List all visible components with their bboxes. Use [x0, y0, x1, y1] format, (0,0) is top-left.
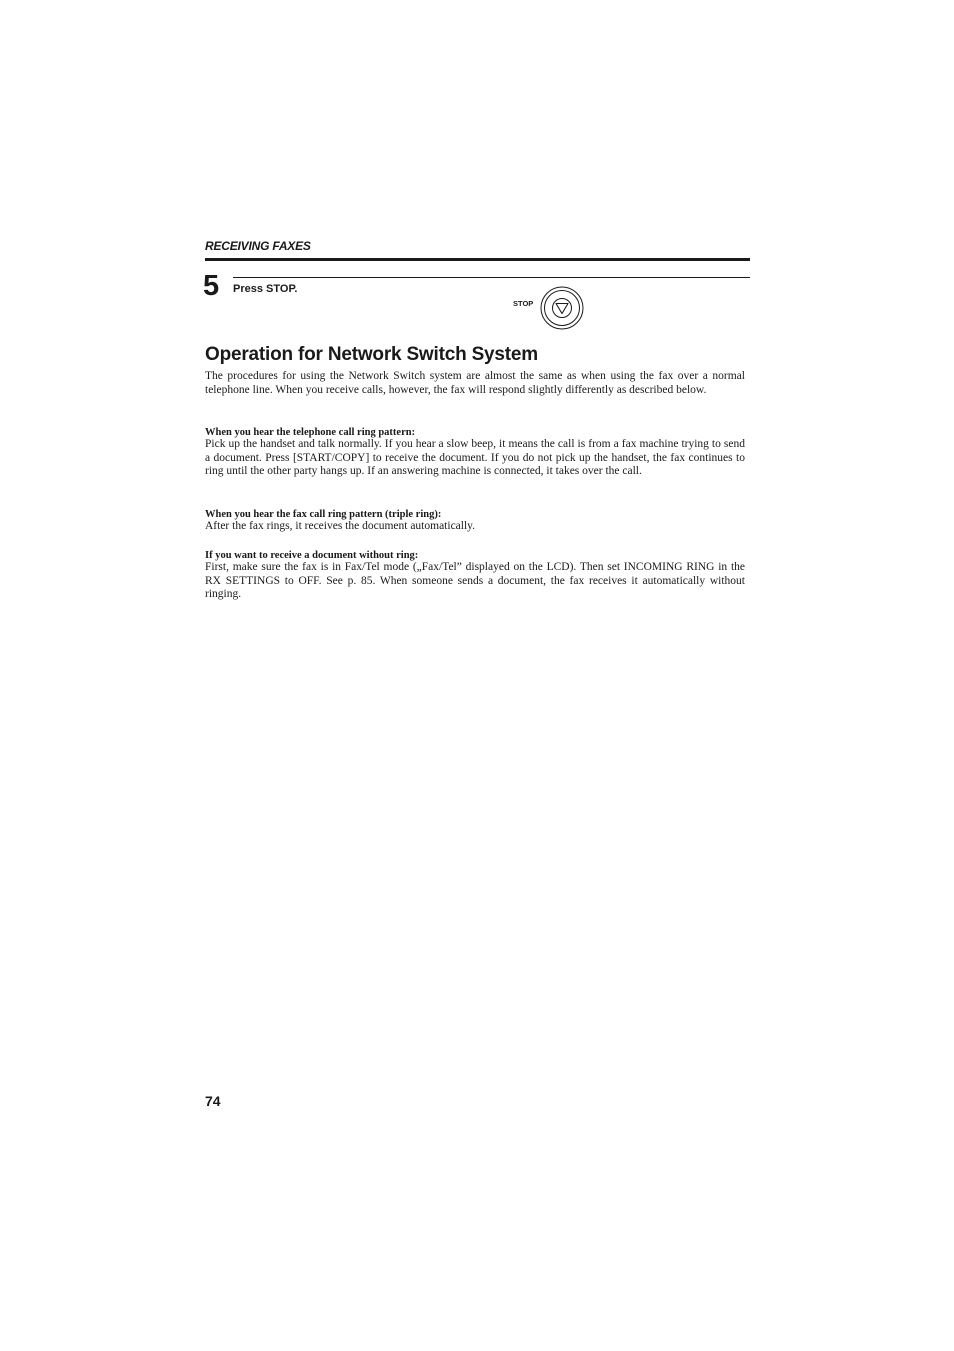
- page-number: 74: [205, 1093, 221, 1109]
- stop-button-icon: [540, 286, 584, 330]
- step-number: 5: [203, 270, 220, 302]
- intro-paragraph: The procedures for using the Network Switch system are almost the same as when using the fax over a normal telephone line. When you receive calls, however, the fax will respond slightly differently as described below.: [205, 370, 745, 396]
- subhead-without-ring: If you want to receive a document without ring:: [205, 550, 419, 561]
- header-rule: [205, 258, 750, 261]
- step-rule: [233, 277, 750, 278]
- paragraph-telephone-ring: Pick up the handset and talk normally. If you hear a slow beep, it means the call is from a fax machine trying to send a document. Press [START/COPY] to receive the document. If you do not pick up the handset, the fax continues to ring until the other party hangs up. If an answering machine is connected, it takes over the call.: [205, 438, 745, 478]
- section-header: RECEIVING FAXES: [205, 239, 311, 253]
- paragraph-fax-ring: After the fax rings, it receives the document automatically.: [205, 520, 476, 532]
- subhead-fax-ring: When you hear the fax call ring pattern (triple ring):: [205, 509, 442, 520]
- paragraph-without-ring: First, make sure the fax is in Fax/Tel mode („Fax/Tel” displayed on the LCD). Then set INCOMING RING in the RX SETTINGS to OFF. See p. 85. When someone sends a document, the fax receives it automatically without ringing.: [205, 561, 745, 601]
- section-title: Operation for Network Switch System: [205, 344, 538, 365]
- stop-key-label: STOP: [513, 299, 534, 308]
- step-instruction: Press STOP.: [233, 283, 298, 295]
- subhead-telephone-ring: When you hear the telephone call ring pattern:: [205, 427, 416, 438]
